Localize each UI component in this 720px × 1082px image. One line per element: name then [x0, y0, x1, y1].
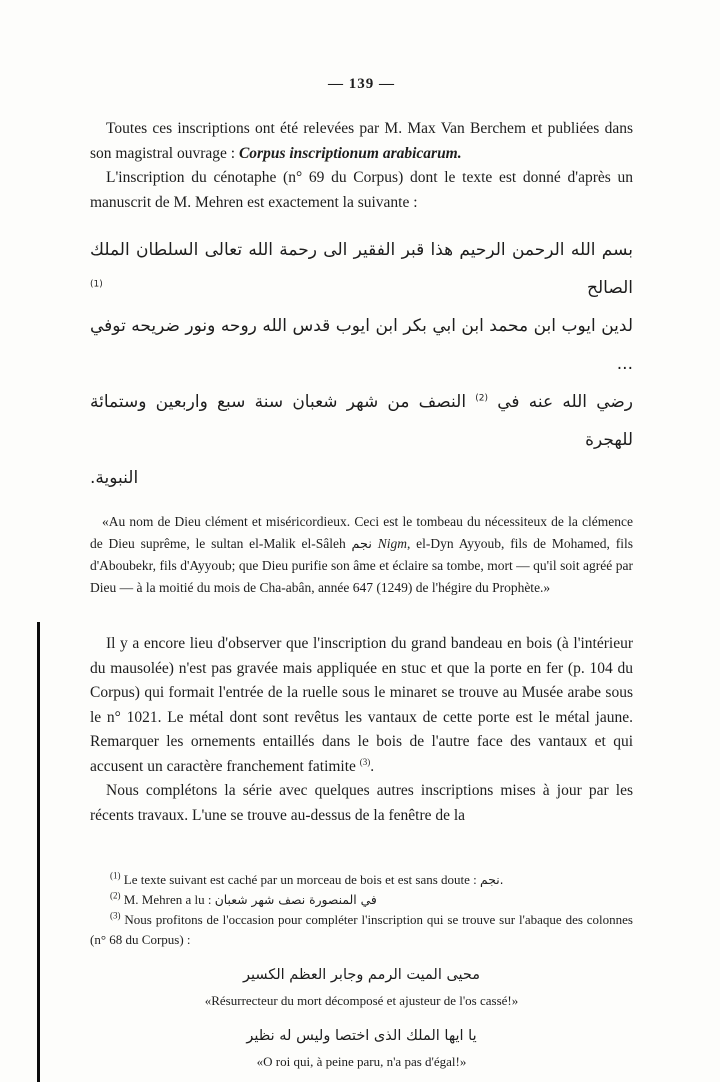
abacus-french-line-1: «Résurrecteur du mort décomposé et ajusteur de l'os cassé!» [204, 993, 519, 1008]
observation-text: Il y a encore lieu d'observer que l'inscription du grand bandeau en bois (à l'intérieur du mausolée) n'est pas gravée mais appliquée en stuc et que la porte en fer (p. 104 du Corpus) qui formait l'entrée de la ruelle sous le minaret se trouve au Musée arabe sous le n° 1021. Le métal dont sont revêtus les vantaux de cette porte est le métal jaune. Remarquer les ornements entaillés dans le bois de l'autre face des vantaux et qui accusent un caractère franchement fatimite [90, 635, 633, 775]
intro-text: Toutes ces inscriptions ont été relevées par M. Max Van Berchem et publiées dans son magistral ouvrage : [90, 120, 633, 162]
footnote-ref-3: (3) [359, 756, 371, 767]
observation-period: . [370, 757, 375, 775]
translation-arabic-word: نجم [351, 536, 372, 552]
footnote-3-text: Nous profitons de l'occasion pour compléter l'inscription qui se trouve sur l'abaque des colonnes (n° 68 du Corpus) : [90, 912, 633, 947]
arabic-inscription-block [90, 231, 633, 497]
inscription-line-3-part1: رضي الله عنه في [497, 392, 634, 412]
footnotes-section [90, 870, 633, 1072]
page-number: — 139 — [328, 76, 395, 92]
abacus-arabic-line-1: محيى الميت الرمم وجابر العظم الكسير [242, 967, 481, 983]
paragraph-intro [90, 117, 633, 166]
inscription-line-2-text: لدين ايوب ابن محمد ابن ابي بكر ابن ايوب قدس الله روحه ونور ضريحه توفي [90, 316, 633, 336]
footnote-2 [90, 890, 633, 910]
inscription-lacuna-ellipsis: ... [616, 354, 633, 374]
footnote-2-text: M. Mehren a lu : [120, 892, 215, 907]
inscription-line-1 [90, 231, 633, 307]
inscription-line-4: النبوية. [90, 468, 139, 488]
paragraph-cenotaph: L'inscription du cénotaphe (n° 69 du Corpus) dont le texte est donné d'après un manuscrit de M. Mehren est exactement la suivante : [90, 169, 633, 211]
footnote-1-arabic: نجم. [480, 873, 504, 887]
abacus-arabic-line-2: يا ايها الملك الذى اختصا وليس له نظير [246, 1028, 477, 1044]
translation-quote [90, 511, 633, 598]
footnote-1-marker: (1) [110, 870, 121, 881]
translation-part1: «Au nom de Dieu clément et miséricordieux. Ceci est le tombeau du nécessiteux de la clémence de Dieu suprême, le sultan el-Malik el-Sâleh [90, 514, 633, 551]
footnote-2-marker: (2) [110, 890, 121, 901]
footnote-ref-2: (2) [475, 393, 489, 404]
inscription-line-1-text: بسم الله الرحمن الرحيم هذا قبر الفقير الى رحمة الله تعالى السلطان الملك الصالح [90, 240, 633, 298]
footnote-ref-1: (1) [90, 279, 103, 290]
translation-italic-word: Nigm [371, 535, 407, 551]
paragraph-continuation: Nous complétons la série avec quelques autres inscriptions mises à jour par les récents travaux. L'une se trouve au-dessus de la fenêtre de la [90, 782, 633, 824]
inscription-line-3 [90, 383, 633, 459]
page-content [90, 76, 633, 1072]
work-title: Corpus inscriptionum arabicarum. [238, 144, 462, 162]
section-spacer [90, 618, 633, 632]
footnote-1-text: Le texte suivant est caché par un morceau de bois et est sans doute : [120, 872, 481, 887]
abacus-inscription-block [90, 964, 633, 1072]
footnote-3 [90, 910, 633, 950]
inscription-line-3-part2: النصف من شهر شعبان سنة سبع واربعين وستمائة للهجرة [90, 392, 633, 450]
abacus-french-line-2: «O roi qui, à peine paru, n'a pas d'égal!» [256, 1054, 467, 1069]
footnote-3-marker: (3) [110, 910, 121, 921]
scan-edge-artifact [37, 622, 40, 1082]
footnote-1 [90, 870, 633, 890]
translation-part2: , el-Dyn Ayyoub, fils de Mohamed, fils d'Aboubekr, fils d'Ayyoub; que Dieu purifie son âme et éclaire sa tombe, mort — qu'il soit agréé par Dieu — à la moitié du mois de Cha-abân, année 647 (1249) de l'hégire du Prophète.» [90, 535, 633, 595]
footnote-2-arabic: في المنصورة نصف شهر شعبان [214, 893, 377, 907]
paragraph-observation [90, 632, 633, 779]
inscription-line-2 [90, 307, 633, 383]
